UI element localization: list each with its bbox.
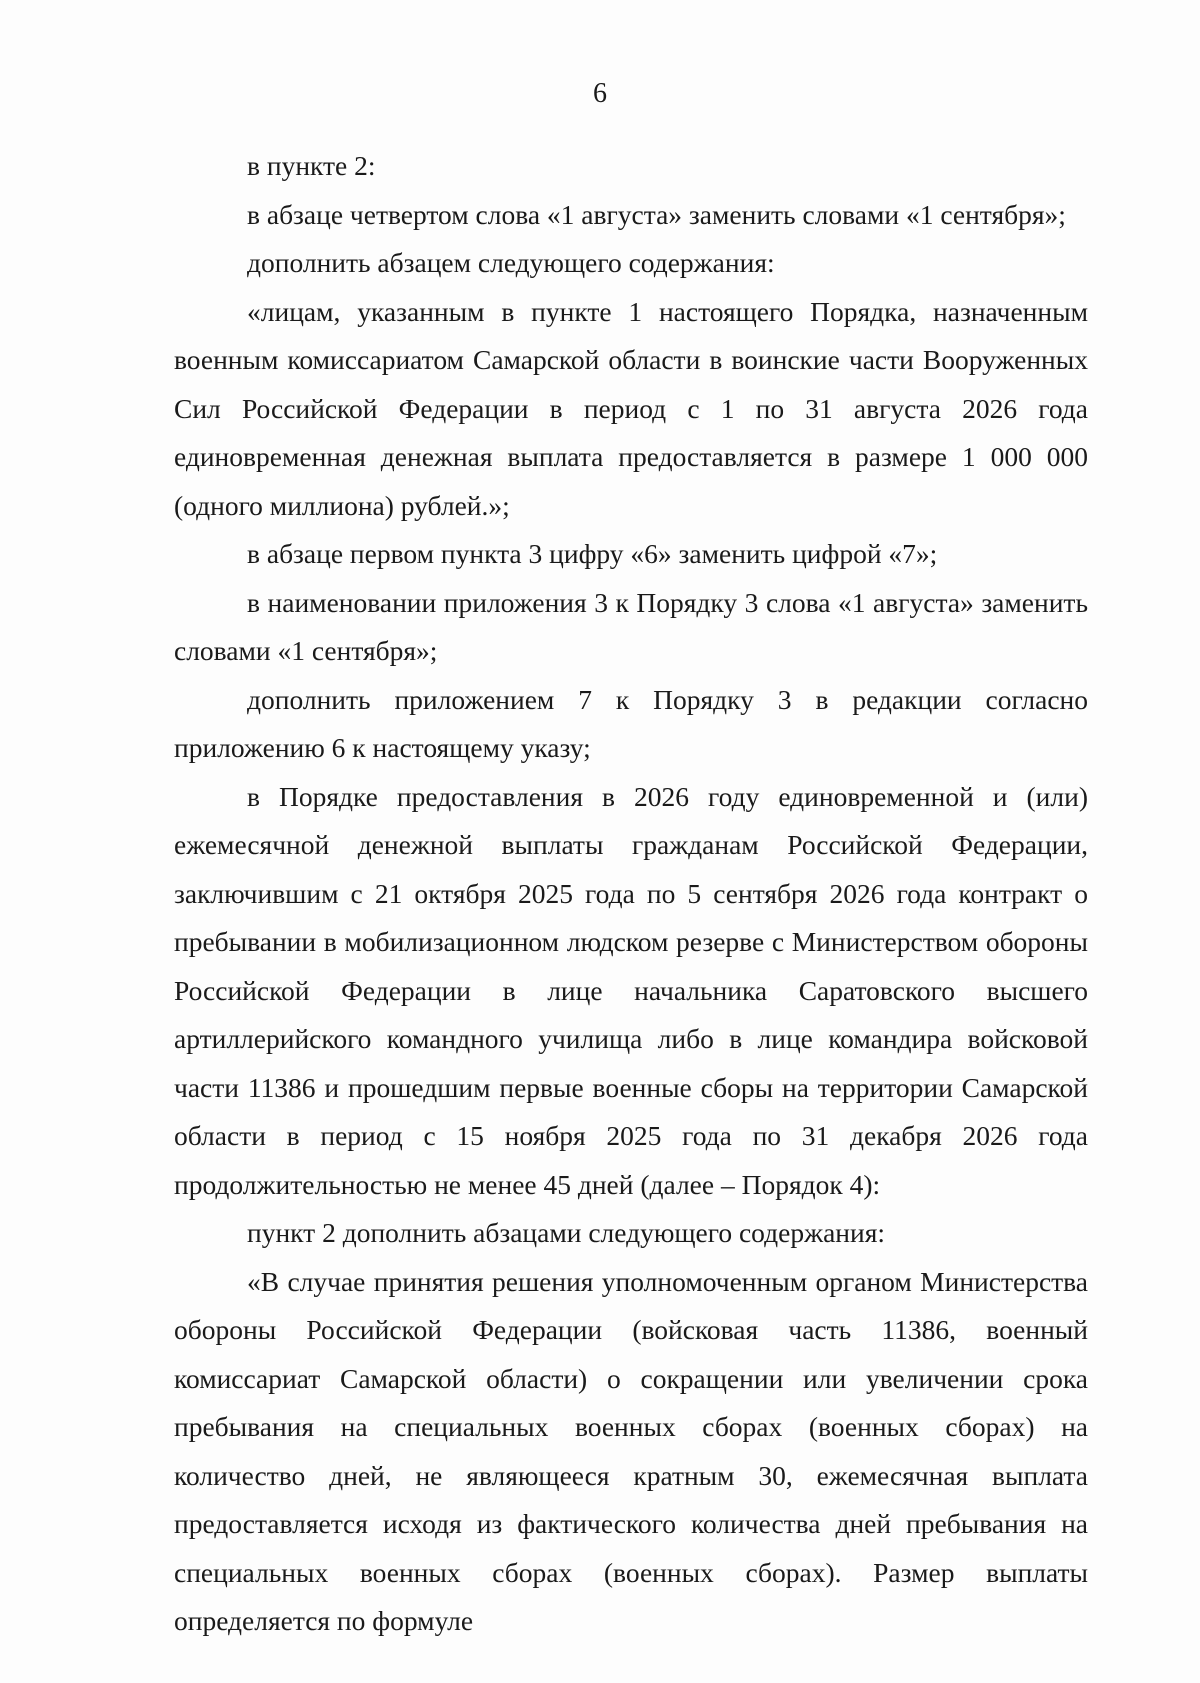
paragraph: дополнить приложением 7 к Порядку 3 в редакции согласно приложению 6 к настоящему указу; (174, 683, 1088, 763)
paragraph: в абзаце первом пункта 3 цифру «6» заменить цифрой «7»; (247, 538, 938, 569)
document-body (174, 142, 1088, 1646)
page-number: 6 (593, 78, 607, 109)
paragraph: в наименовании приложения 3 к Порядку 3 слова «1 августа» заменить словами «1 сентября»; (174, 586, 1088, 666)
paragraph: в абзаце четвертом слова «1 августа» заменить словами «1 сентября»; (247, 198, 1066, 230)
paragraph: в пункте 2: (247, 150, 376, 181)
paragraph: пункт 2 дополнить абзацами следующего содержания: (247, 1217, 886, 1248)
paragraph: «лицам, указанным в пункте 1 настоящего Порядка, назначенным военным комиссариатом Самарской области в воинские части Вооруженных Сил Российской Федерации в период с 1 по 31 августа 2026 года единовременная денежная выплата предоставляется в размере 1 000 000 (одного миллиона) рублей.»; (174, 295, 1088, 521)
paragraph: «В случае принятия решения уполномоченным органом Министерства обороны Российской Федерации (войсковая часть 11386, военный комиссариат Самарской области) о сокращении или увеличении срока пребывания на специальных военных сборах (военных сборах) на количество дней, не являющееся кратным 30, ежемесячная выплата предоставляется исходя из фактического количества дней пребывания на специальных военных сборах (военных сборах). Размер выплаты определяется по формуле (174, 1265, 1088, 1636)
paragraph: в Порядке предоставления в 2026 году единовременной и (или) ежемесячной денежной выплаты гражданам Российской Федерации, заключившим с 21 октября 2025 года по 5 сентября 2026 года контракт о пребывании в мобилизационном людском резерве с Министерством обороны Российской Федерации в лице начальника Саратовского высшего артиллерийского командного училища либо в лице командира войсковой части 11386 и прошедшим первые военные сборы на территории Самарской области в период с 15 ноября 2025 года по 31 декабря 2026 года продолжительностью не менее 45 дней (далее – Порядок 4): (174, 780, 1088, 1200)
paragraph: дополнить абзацем следующего содержания: (247, 247, 775, 278)
